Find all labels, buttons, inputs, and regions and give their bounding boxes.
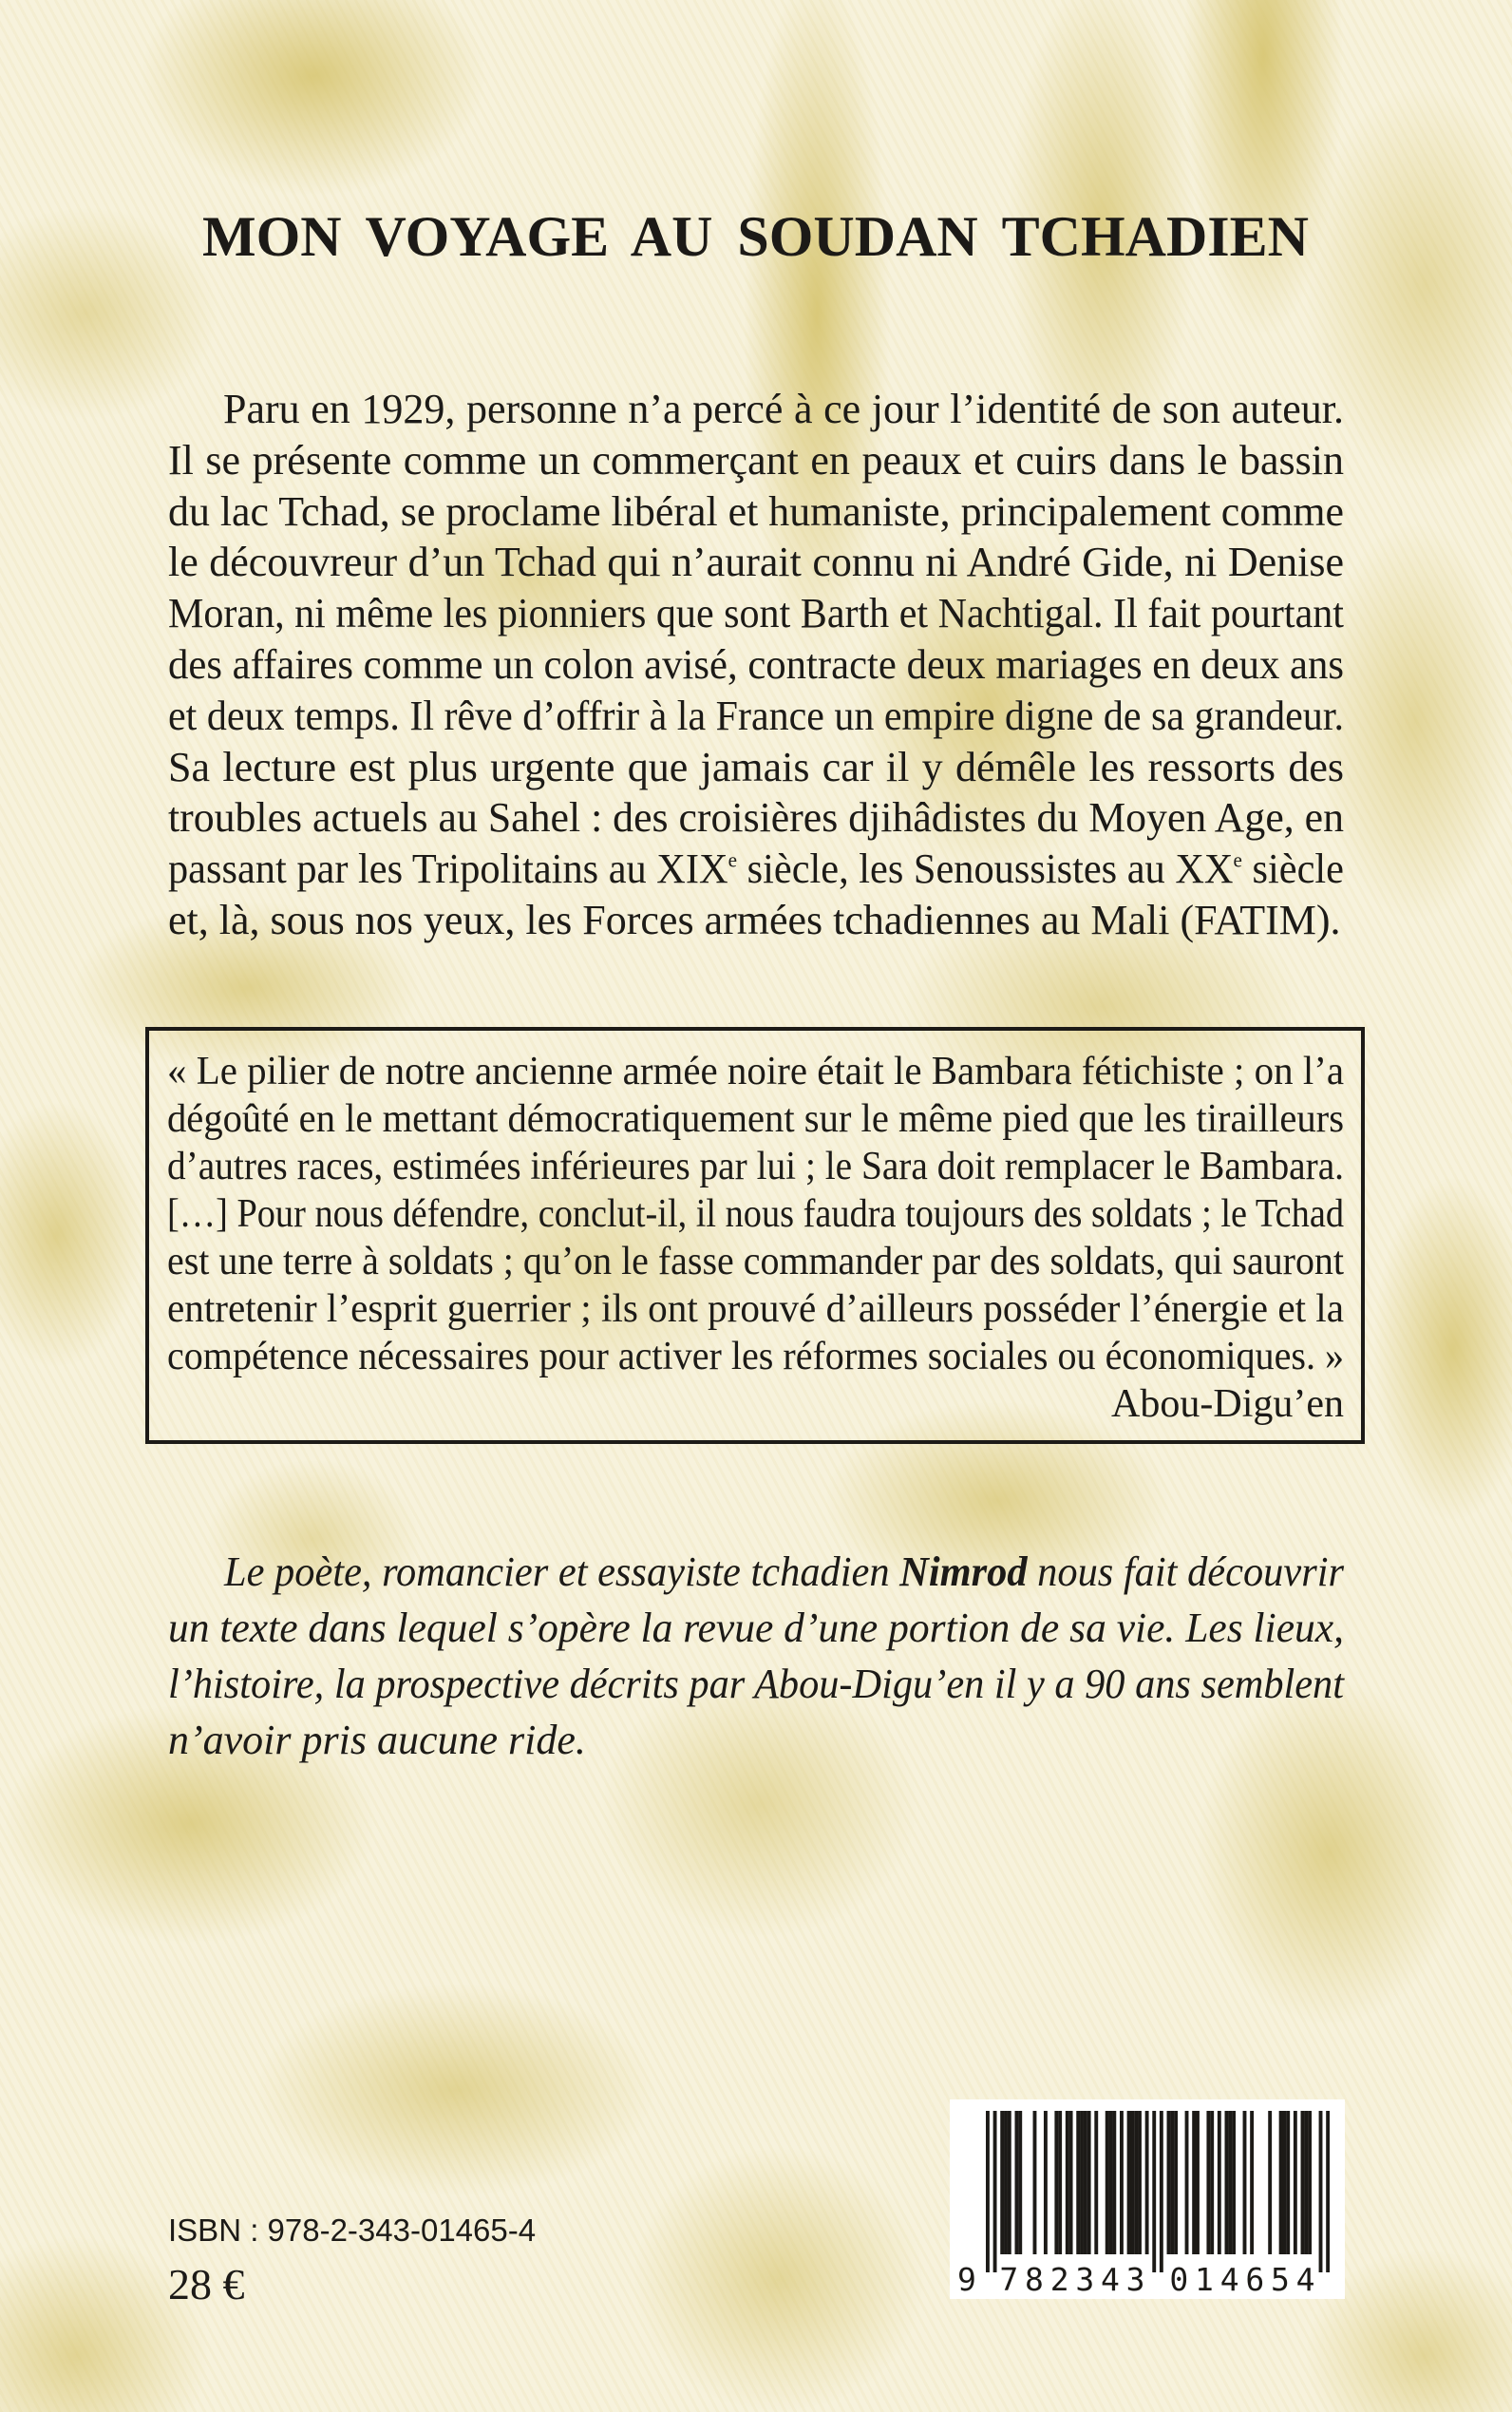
superscript: e xyxy=(1233,847,1242,872)
text-segment: troubles actuels au Sahel : des croisières djihâdistes du Moyen Age, en xyxy=(168,794,1344,842)
text-line xyxy=(168,436,1344,484)
text-line xyxy=(168,641,1379,688)
isbn-text: ISBN : 978-2-343-01465-4 xyxy=(168,2213,537,2248)
barcode-first-digit: 9 xyxy=(957,2261,976,2298)
barcode-bars xyxy=(986,2111,1330,2272)
text-line xyxy=(168,487,1347,535)
barcode-digit: 6 xyxy=(1245,2261,1265,2298)
text-segment: « Le pilier de notre ancienne armée noire était le Bambara fétichiste ; on l’a xyxy=(167,1050,1344,1093)
text-segment: du lac Tchad, se proclame libéral et humaniste, principalement comme xyxy=(168,487,1344,535)
text-segment: des affaires comme un colon avisé, contracte deux mariages en deux ans xyxy=(168,641,1344,688)
barcode-digit: 4 xyxy=(1219,2261,1239,2298)
text-segment: siècle, les Senoussistes au XX xyxy=(737,845,1234,893)
text-segment: Il se présente comme un commerçant en peaux et cuirs dans le bassin xyxy=(168,436,1344,484)
barcode-digit: 4 xyxy=(1101,2261,1120,2298)
text-segment: nous fait découvrir xyxy=(1027,1548,1344,1595)
price-text: 28 € xyxy=(168,2260,245,2308)
text-line xyxy=(168,743,1344,790)
text-line xyxy=(168,539,1344,586)
text-line xyxy=(168,1719,586,1761)
text-segment: siècle xyxy=(1241,845,1344,893)
barcode-digit: 7 xyxy=(999,2261,1019,2298)
text-line xyxy=(167,1242,1405,1282)
text-segment: compétence nécessaires pour activer les réformes sociales ou économiques. » xyxy=(167,1335,1344,1378)
text-line xyxy=(167,1099,1385,1139)
book-title-text: MON VOYAGE AU SOUDAN TCHADIEN xyxy=(202,205,1309,268)
text-line xyxy=(168,794,1350,842)
text-line xyxy=(224,1548,1386,1595)
barcode-digit: 1 xyxy=(1195,2261,1214,2298)
text-segment: passant par les Tripolitains au XIX xyxy=(168,845,728,893)
quote-attribution xyxy=(1111,1384,1344,1424)
text-segment: et, là, sous nos yeux, les Forces armées tchadiennes au Mali (FATIM). xyxy=(168,897,1341,943)
barcode-digit: 3 xyxy=(1075,2261,1095,2298)
barcode-left-digits xyxy=(996,2261,1148,2298)
text-line xyxy=(168,897,1341,943)
barcode-digit: 3 xyxy=(1125,2261,1145,2298)
text-segment: n’avoir pris aucune ride. xyxy=(168,1717,586,1763)
barcode-digit: 5 xyxy=(1271,2261,1290,2298)
barcode-digit: 0 xyxy=(1169,2261,1189,2298)
isbn-label xyxy=(168,2214,536,2246)
superscript: e xyxy=(728,847,738,872)
barcode-digit: 8 xyxy=(1025,2261,1044,2298)
text-line xyxy=(223,386,1344,432)
price-label xyxy=(168,2260,245,2308)
text-segment: est une terre à soldats ; qu’on le fasse commander par des soldats, qui sauront xyxy=(167,1240,1344,1283)
text-line xyxy=(168,590,1398,637)
text-line xyxy=(168,1663,1389,1705)
text-segment: Moran, ni même les pionniers que sont Barth et Nachtigal. Il fait pourtant xyxy=(168,590,1344,637)
text-segment: le découvreur d’un Tchad qui n’aurait connu ni André Gide, ni Denise xyxy=(168,539,1344,586)
text-segment: Paru en 1929, personne n’a percé à ce jour l’identité de son auteur. xyxy=(223,386,1344,432)
text-segment: entretenir l’esprit guerrier ; ils ont prouvé d’ailleurs posséder l’énergie et la xyxy=(167,1287,1344,1331)
text-line xyxy=(167,1289,1369,1329)
text-line xyxy=(168,692,1400,739)
text-line xyxy=(167,1194,1457,1234)
text-segment: […] Pour nous défendre, conclut-il, il nous faudra toujours des soldats ; le Tchad xyxy=(167,1192,1344,1236)
barcode-digit: 4 xyxy=(1295,2261,1315,2298)
barcode-right-digits xyxy=(1166,2261,1318,2298)
text-line xyxy=(167,1147,1423,1187)
text-line xyxy=(167,1337,1401,1377)
text-segment: un texte dans lequel s’opère la revue d’une portion de sa vie. Les lieux, xyxy=(168,1605,1344,1651)
quote-attribution-text: Abou-Digu’en xyxy=(1111,1382,1344,1426)
text-segment: d’autres races, estimées inférieures par lui ; le Sara doit remplacer le Bambara. xyxy=(167,1145,1344,1188)
text-segment: Le poète, romancier et essayiste tchadien xyxy=(224,1548,900,1595)
text-segment: et deux temps. Il rêve d’offrir à la France un empire digne de sa grandeur. xyxy=(168,692,1344,739)
barcode xyxy=(950,2099,1345,2299)
text-line xyxy=(167,1052,1374,1092)
author-name: Nimrod xyxy=(899,1548,1028,1595)
text-line xyxy=(168,1607,1357,1649)
text-line xyxy=(168,845,1389,893)
barcode-digit: 2 xyxy=(1049,2261,1069,2298)
text-segment: l’histoire, la prospective décrits par Abou-Digu’en il y a 90 ans semblent xyxy=(168,1661,1344,1707)
book-title xyxy=(202,205,1309,268)
text-segment: dégoûté en le mettant démocratiquement sur le même pied que les tirailleurs xyxy=(167,1097,1344,1141)
text-segment: Sa lecture est plus urgente que jamais car il y démêle les ressorts des xyxy=(168,743,1344,790)
